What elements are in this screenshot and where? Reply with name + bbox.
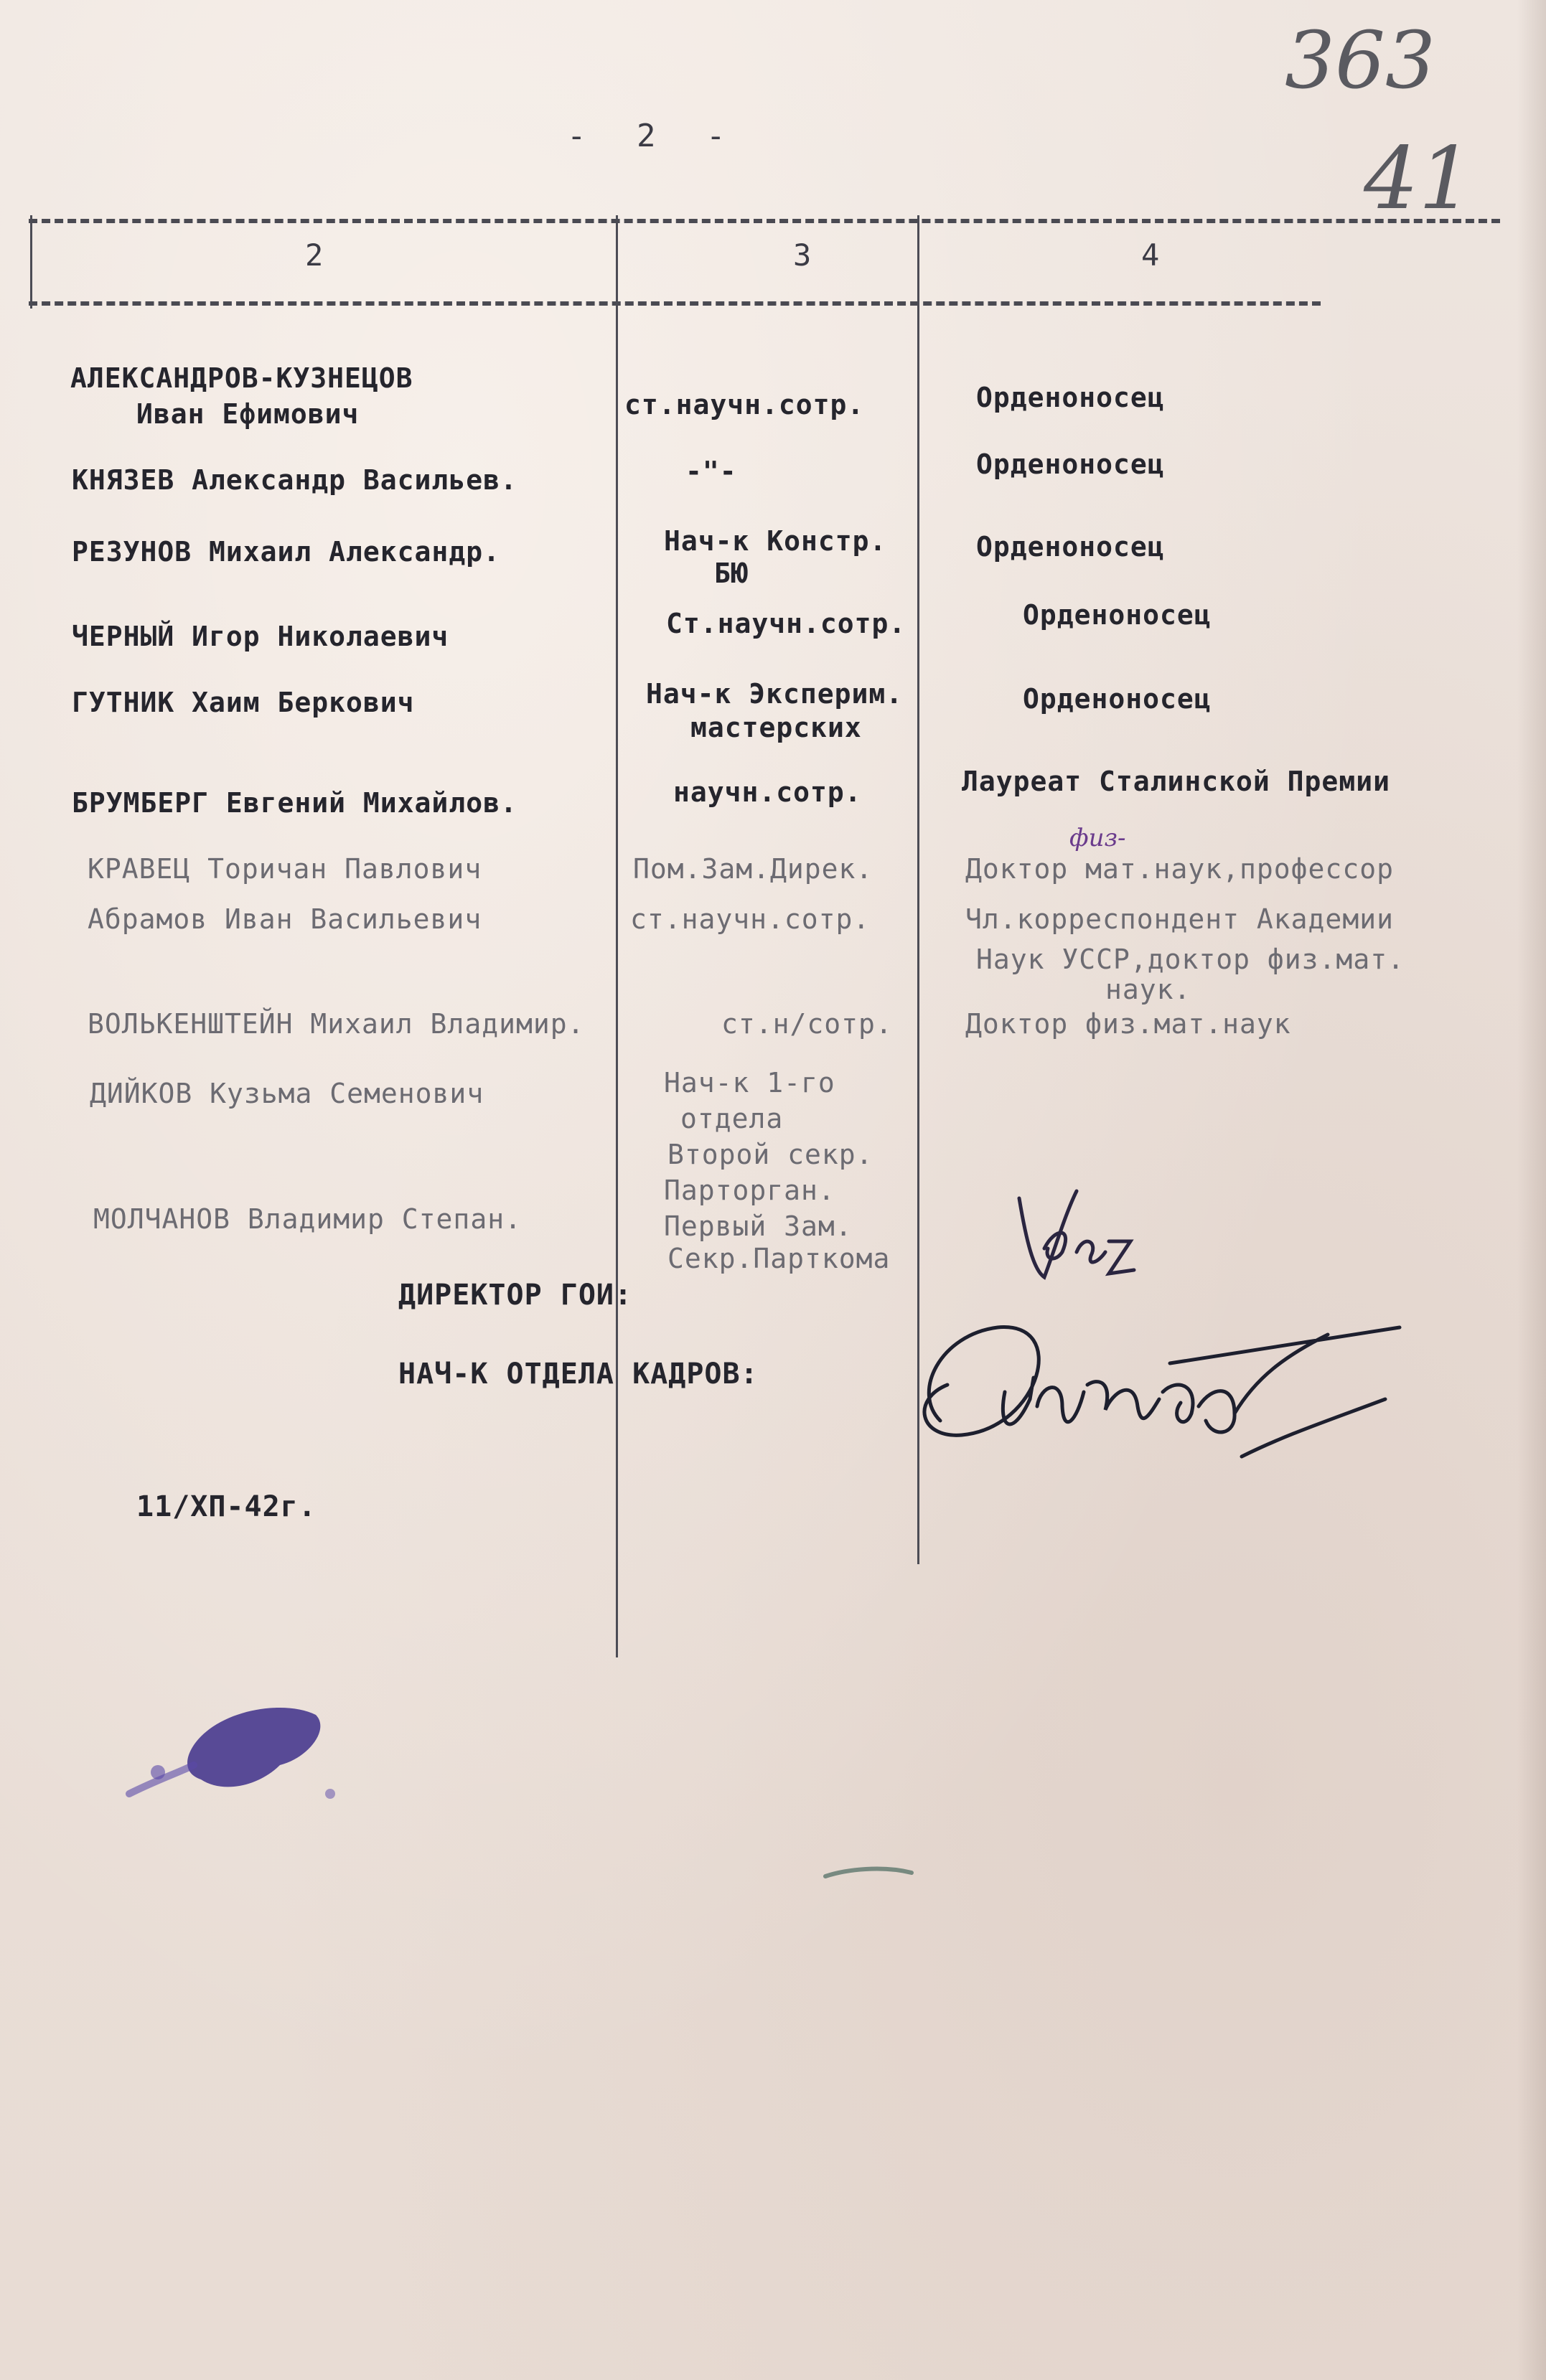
page-edge-shadow (1517, 0, 1546, 2380)
handwritten-insertion: физ- (1069, 824, 1126, 852)
row-name: ВОЛЬКЕНШТЕЙН Михаил Владимир. (88, 1008, 585, 1040)
row-position: Нач-к Эксперим. (646, 678, 904, 710)
row-position: ст.н/сотр. (721, 1008, 893, 1040)
row-note-cont: наук. (1105, 974, 1191, 1005)
row-position-cont: Парторган. (664, 1175, 835, 1206)
signature (897, 1292, 1414, 1478)
row-position: Ст.научн.сотр. (666, 608, 906, 639)
row-name: Абрамов Иван Васильевич (88, 903, 482, 935)
table-header-rule (29, 301, 1321, 306)
director-label: ДИРЕКТОР ГОИ: (398, 1279, 633, 1312)
column-divider-1 (616, 215, 618, 1657)
row-name: АЛЕКСАНДРОВ-КУЗНЕЦОВ (70, 362, 413, 394)
row-note: Чл.корреспондент Академии (965, 903, 1394, 935)
row-note: Доктор физ.мат.наук (965, 1008, 1291, 1040)
row-position: ст.научн.сотр. (630, 903, 871, 935)
row-name: ЧЕРНЫЙ Игор Николаевич (72, 621, 449, 652)
row-name: РЕЗУНОВ Михаил Александр. (72, 536, 500, 568)
row-position-cont: отдела (680, 1103, 784, 1134)
row-position-cont: мастерских (690, 712, 862, 743)
row-name: ДИЙКОВ Кузьма Семенович (90, 1078, 484, 1109)
row-name: КНЯЗЕВ Александр Васильев. (72, 464, 517, 496)
row-position-cont: Второй секр. (667, 1139, 873, 1170)
column-header-4: 4 (1141, 237, 1161, 273)
row-name: КРАВЕЦ Торичан Павлович (88, 853, 482, 885)
hr-label: НАЧ-К ОТДЕЛА КАДРОВ: (398, 1358, 759, 1391)
row-note: Орденоносец (1023, 599, 1212, 631)
row-position: -"- (685, 456, 737, 487)
row-position: ст.научн.сотр. (624, 389, 865, 420)
row-position-cont: БЮ (714, 558, 749, 589)
row-name: МОЛЧАНОВ Владимир Степан. (93, 1203, 522, 1235)
page-marker: - 2 - (567, 118, 741, 154)
document-date: 11/XП-42г. (136, 1490, 317, 1523)
row-note-cont: Наук УССР,доктор физ.мат. (976, 944, 1405, 975)
row-note: Орденоносец (976, 531, 1165, 563)
ink-stain (115, 1679, 359, 1822)
column-divider-left (30, 215, 32, 309)
row-note: Доктор мат.наук,профессор (965, 853, 1394, 885)
row-note: Орденоносец (1023, 683, 1212, 715)
row-position: Нач-к Констр. (664, 525, 887, 557)
folio-number: 363 (1285, 14, 1435, 106)
row-position: Первый Зам. (664, 1210, 853, 1242)
row-position: научн.сотр. (673, 776, 862, 808)
row-note: Орденоносец (976, 382, 1165, 413)
row-position: Нач-к 1-го (664, 1067, 835, 1099)
table-top-rule (29, 219, 1500, 223)
row-position: Пом.Зам.Дирек. (633, 853, 873, 885)
row-name-cont: Иван Ефимович (136, 398, 360, 430)
column-header-3: 3 (793, 237, 812, 273)
row-name: БРУМБЕРГ Евгений Михайлов. (72, 787, 517, 819)
row-note: Лауреат Сталинской Премии (962, 766, 1390, 797)
row-note: Орденоносец (976, 448, 1165, 480)
column-header-2: 2 (305, 237, 324, 273)
row-position-cont: Секр.Парткома (667, 1243, 891, 1274)
folio-subnumber: 41 (1364, 129, 1474, 229)
handwritten-initials (1005, 1184, 1148, 1299)
row-name: ГУТНИК Хаим Беркович (72, 687, 415, 718)
ink-mark (818, 1858, 919, 1887)
